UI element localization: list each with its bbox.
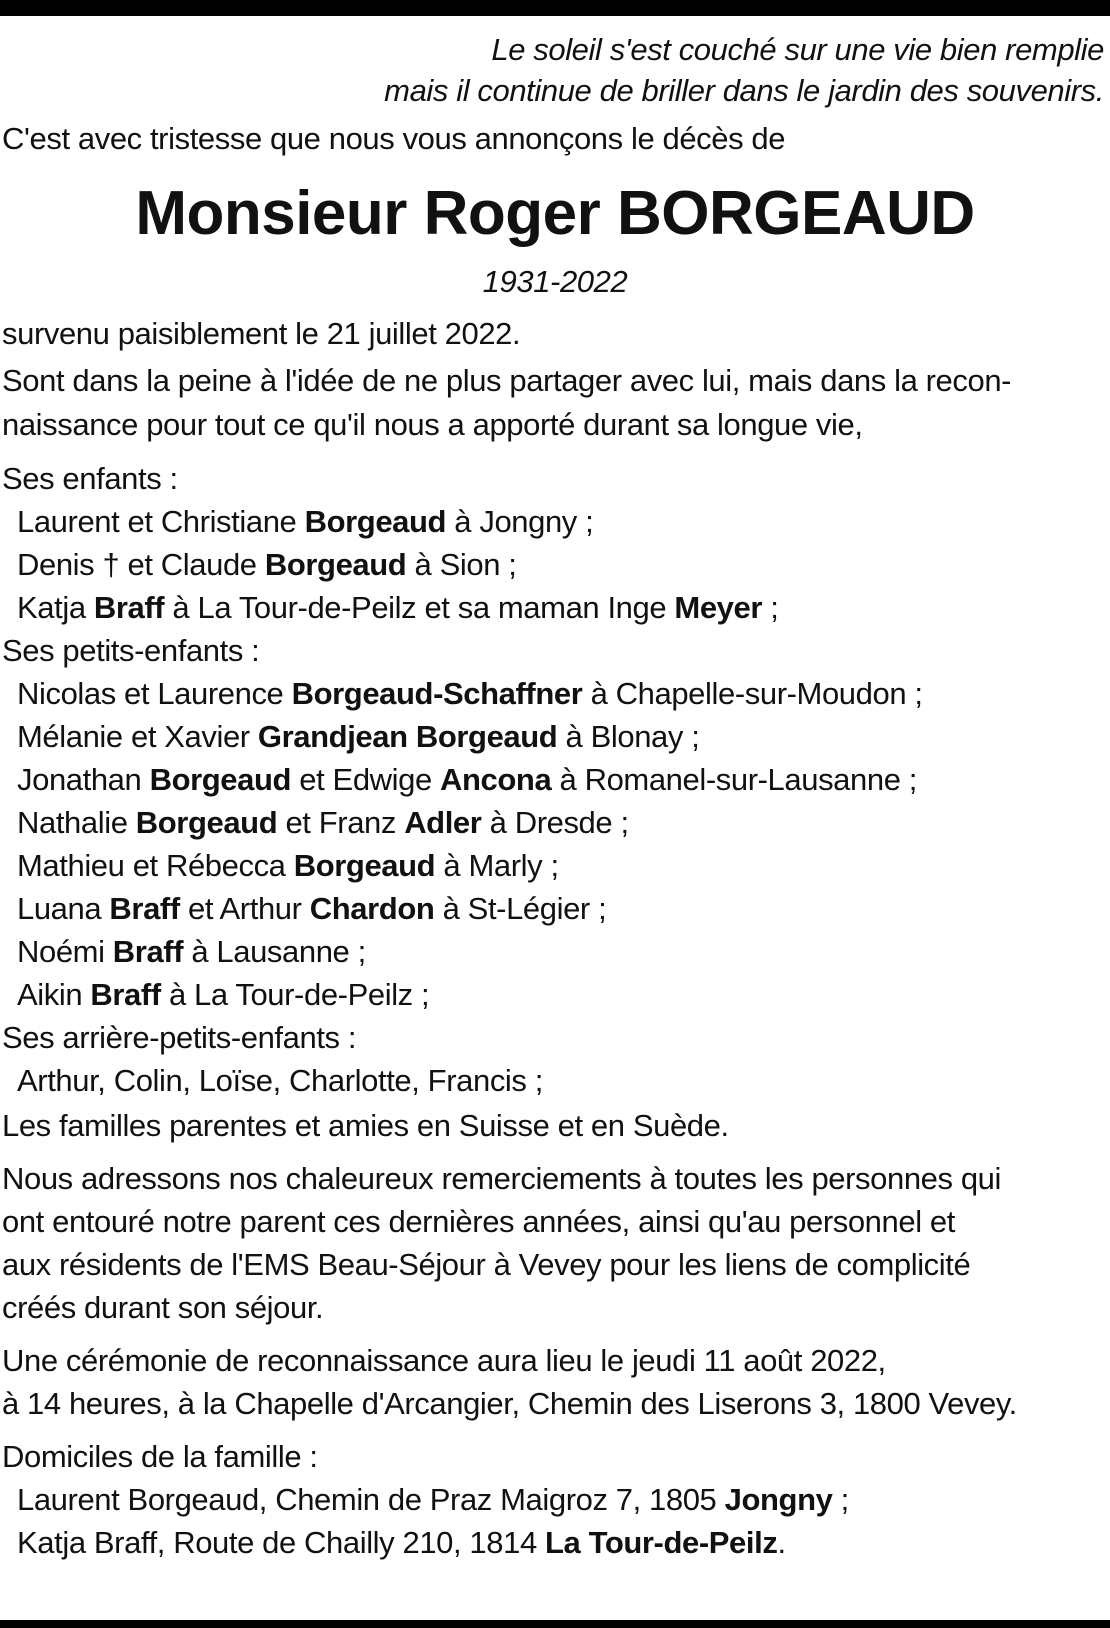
- ceremony-line-1: Une cérémonie de reconnaissance aura lieu le jeudi 11 août 2022,: [2, 1343, 886, 1378]
- great-grandchildren-heading: Ses arrière-petits-enfants :: [2, 1020, 357, 1055]
- grandchildren-heading: Ses petits-enfants :: [2, 633, 260, 668]
- top-rule: [0, 0, 1110, 16]
- epigraph-line-2: mais il continue de briller dans le jardin des souvenirs.: [384, 73, 1104, 108]
- list-item: Jonathan Borgeaud et Edwige Ancona à Romanel-sur-Lausanne ;: [17, 762, 917, 797]
- bottom-rule: [0, 1620, 1110, 1628]
- thanks-line-4: créés durant son séjour.: [2, 1290, 324, 1325]
- thanks-line-3: aux résidents de l'EMS Beau-Séjour à Vevey pour les liens de complicité: [2, 1247, 971, 1282]
- thanks-line-1: Nous adressons nos chaleureux remerciements à toutes les personnes qui: [2, 1161, 1001, 1196]
- great-grandchildren-names: Arthur, Colin, Loïse, Charlotte, Francis ;: [17, 1063, 543, 1098]
- mourners-intro-line-1: Sont dans la peine à l'idée de ne plus partager avec lui, mais dans la recon-: [2, 363, 1012, 398]
- intro-text: C'est avec tristesse que nous vous annonçons le décès de: [2, 121, 786, 156]
- thanks-line-2: ont entouré notre parent ces dernières années, ainsi qu'au personnel et: [2, 1204, 955, 1239]
- mourners-intro-line-2: naissance pour tout ce qu'il nous a apporté durant sa longue vie,: [2, 407, 863, 442]
- domiciles-heading: Domiciles de la famille :: [2, 1439, 318, 1474]
- list-item: Aikin Braff à La Tour-de-Peilz ;: [17, 977, 430, 1012]
- ceremony-line-2: à 14 heures, à la Chapelle d'Arcangier, Chemin des Liserons 3, 1800 Vevey.: [2, 1386, 1017, 1421]
- list-item: Laurent Borgeaud, Chemin de Praz Maigroz 7, 1805 Jongny ;: [17, 1482, 849, 1517]
- list-item: Nathalie Borgeaud et Franz Adler à Dresde ;: [17, 805, 629, 840]
- list-item: Katja Braff, Route de Chailly 210, 1814 La Tour-de-Peilz.: [17, 1525, 786, 1560]
- list-item: Luana Braff et Arthur Chardon à St-Légier ;: [17, 891, 607, 926]
- list-item: Mathieu et Rébecca Borgeaud à Marly ;: [17, 848, 559, 883]
- deceased-years: 1931-2022: [482, 264, 628, 299]
- epigraph-line-1: Le soleil s'est couché sur une vie bien remplie: [491, 32, 1104, 67]
- passing-text: survenu paisiblement le 21 juillet 2022.: [2, 316, 521, 351]
- list-item: Denis † et Claude Borgeaud à Sion ;: [17, 547, 517, 582]
- children-heading: Ses enfants :: [2, 461, 178, 496]
- list-item: Noémi Braff à Lausanne ;: [17, 934, 366, 969]
- list-item: Mélanie et Xavier Grandjean Borgeaud à Blonay ;: [17, 719, 700, 754]
- families-text: Les familles parentes et amies en Suisse et en Suède.: [2, 1108, 729, 1143]
- list-item: Laurent et Christiane Borgeaud à Jongny ;: [17, 504, 594, 539]
- deceased-name: Monsieur Roger BORGEAUD: [135, 179, 975, 248]
- list-item: Katja Braff à La Tour-de-Peilz et sa maman Inge Meyer ;: [17, 590, 779, 625]
- list-item: Nicolas et Laurence Borgeaud-Schaffner à Chapelle-sur-Moudon ;: [17, 676, 923, 711]
